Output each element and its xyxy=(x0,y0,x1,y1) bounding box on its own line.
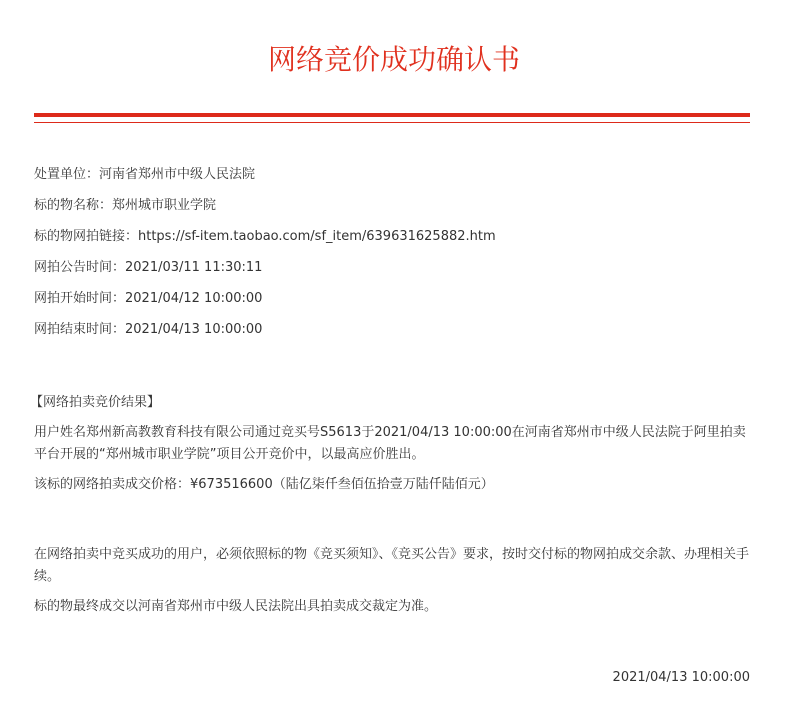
requirement-notice: 在网络拍卖中竞买成功的用户，必须依照标的物《竞买须知》、《竞买公告》要求，按时交付标的物网拍成交余款、办理相关手续。 xyxy=(34,547,750,584)
title-divider-thick xyxy=(34,113,750,117)
start-time-line: 网拍开始时间：2021/04/12 10:00:00 xyxy=(34,291,263,306)
disposal-unit-line: 处置单位：河南省郑州市中级人民法院 xyxy=(34,167,256,182)
final-notice: 标的物最终成交以河南省郑州市中级人民法院出具拍卖成交裁定为准。 xyxy=(34,599,438,614)
result-description: 用户姓名郑州新高教教育科技有限公司通过竞买号S5613于2021/04/13 10:00:00在河南省郑州市中级人民法院于阿里拍卖平台开展的“郑州城市职业学院”项目公开竞价中，以最高应价胜出。 xyxy=(34,425,746,462)
document-title: 网络竞价成功确认书 xyxy=(267,43,520,76)
result-heading: 【网络拍卖竞价结果】 xyxy=(30,395,161,410)
end-time-line: 网拍结束时间：2021/04/13 10:00:00 xyxy=(34,322,263,337)
title-divider-thin xyxy=(34,122,750,123)
subject-name-line: 标的物名称：郑州城市职业学院 xyxy=(34,198,217,213)
announce-time-line: 网拍公告时间：2021/03/11 11:30:11 xyxy=(34,260,263,275)
footer-date: 2021/04/13 10:00:00 xyxy=(612,670,750,685)
final-price-line: 该标的网络拍卖成交价格：¥673516600（陆亿柒仟叁佰伍拾壹万陆仟陆佰元） xyxy=(34,477,494,492)
auction-link-line: 标的物网拍链接：https://sf-item.taobao.com/sf_item/639631625882.htm xyxy=(34,229,496,244)
